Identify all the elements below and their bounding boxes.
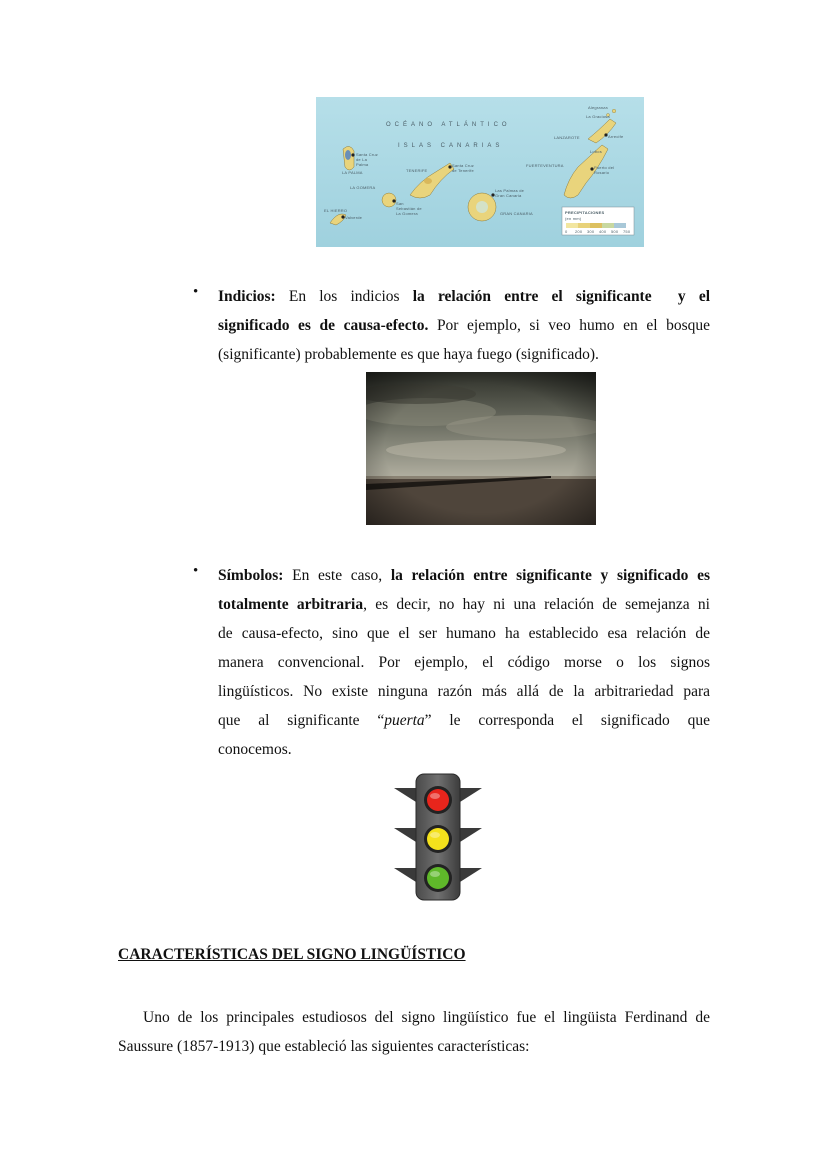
map-label: Santa Cruz de La Palma [356,152,379,167]
legend-tick: 200 [575,229,583,234]
bullet-indicios: • [193,284,199,300]
yellow-lamp [427,828,449,850]
map-region-title: ISLAS CANARIAS [398,143,504,149]
legend-tick: 0 [565,229,568,234]
simbolos-line-3: de causa-efecto, sino que el ser humano ha establecido esa relación de [218,625,710,642]
map-label: Valverde [345,215,363,220]
simbolos-line-7: conocemos. [218,741,292,758]
indicios-term: Indicios: [218,288,276,305]
photo-graphic [366,372,596,525]
simbolos-line-4: manera convencional. Por ejemplo, el código morse o los signos [218,654,710,671]
map-label: EL HIERRO [324,208,348,213]
section-heading: CARACTERÍSTICAS DEL SIGNO LINGÜÍSTICO [118,946,466,963]
legend-swatch [566,223,578,228]
legend-tick: 300 [587,229,595,234]
red-lamp [427,789,449,811]
map-label: Santa Cruz de Tenerife [452,163,475,173]
map-label: La Graciosa [586,114,610,119]
legend-swatch [602,223,614,228]
legend-swatch [614,223,626,228]
map-sea-title: OCÉANO ATLÁNTICO [386,122,511,128]
bullet-simbolos: • [193,563,199,579]
legend-unit: (en mm) [565,216,582,221]
map-label: TENERIFE [406,168,428,173]
map-label: LANZAROTE [554,135,580,140]
indicios-line-3: (significante) probablemente es que haya fuego (significado). [218,346,599,363]
map-label: Las Palmas de Gran Canaria [495,188,525,198]
map-label: GRAN CANARIA [500,211,533,216]
map-label: FUERTEVENTURA [526,163,564,168]
legend-title: PRECIPITACIONES [565,210,605,215]
legend-tick: 400 [599,229,607,234]
green-lamp [427,867,449,889]
simbolos-line-6: que al significante “puerta” le corresponda el significado que [218,712,710,729]
indicios-line-1: Indicios: En los indicios la relación entre el significante y el [218,288,711,305]
simbolos-line-2: totalmente arbitraria, es decir, no hay ni una relación de semejanza ni [218,596,710,613]
traffic-light-image [392,772,484,902]
simbolos-paragraph [218,561,710,764]
map-label: LA GOMERA [350,185,376,190]
legend-tick: 500 [611,229,619,234]
map-label: Puerto del Rosario [594,165,615,175]
simbolos-line-1: Símbolos: En este caso, la relación entre significante y significado es [218,567,710,584]
indicios-paragraph [218,282,710,369]
map-label: San Sebastián de La Gomera [396,201,422,216]
intro-paragraph [118,1003,710,1061]
legend-swatch [578,223,590,228]
simbolos-term: Símbolos: [218,567,284,584]
traffic-light-graphic [392,772,484,902]
legend-swatch [590,223,602,228]
map-label: Arrecife [608,134,624,139]
legend-tick: 750 [623,229,631,234]
cloudy-sky-photo [366,372,596,525]
indicios-line-2: significado es de causa-efecto. Por ejemplo, si veo humo en el bosque [218,317,710,334]
map-label: LA PALMA [342,170,363,175]
intro-text: Uno de los principales estudiosos del signo lingüístico fue el lingüista Ferdinand de Saussure (1857-1913) que estableció las siguientes características: [118,1009,710,1055]
map-label: Lobos [590,149,602,154]
map-label: Alegranza [588,105,608,110]
canary-islands-map [316,97,644,247]
simbolos-line-5: lingüísticos. No existe ninguna razón más allá de la arbitrariedad para [218,683,710,700]
